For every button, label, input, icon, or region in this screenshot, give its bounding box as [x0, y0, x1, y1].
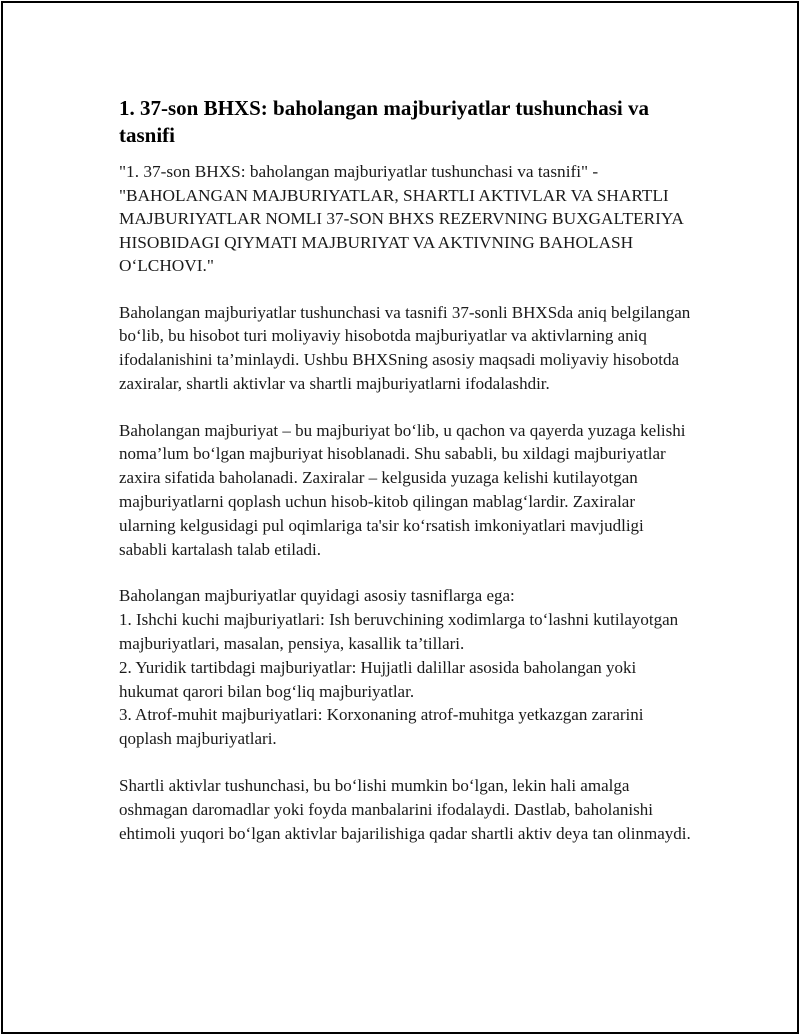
list-item: 3. Atrof-muhit majburiyatlari: Korxonaning atrof-muhitga yetkazgan zararini qoplash majburiyatlari.	[119, 705, 644, 749]
section-heading: 1. 37-son BHXS: baholangan majburiyatlar tushunchasi va tasnifi	[119, 96, 649, 147]
classification-lead: Baholangan majburiyatlar quyidagi asosiy tasniflarga ega:	[119, 586, 515, 606]
intro-paragraph: "1. 37-son BHXS: baholangan majburiyatlar tushunchasi va tasnifi" - "BAHOLANGAN MAJBURIYATLAR, SHARTLI AKTIVLAR VA SHARTLI MAJBURIYATLAR NOMLI 37-SON BHXS REZERVNING BUXGALTERIYA HISOBIDAGI QIYMATI MAJBURIYAT VA AKTIVNING BAHOLASH O‘LCHOVI."	[119, 162, 683, 275]
contingent-assets-paragraph: Shartli aktivlar tushunchasi, bu bo‘lishi mumkin bo‘lgan, lekin hali amalga oshmagan daromadlar yoki foyda manbalarini ifodalaydi. Dastlab, baholanishi ehtimoli yuqori bo‘lgan aktivlar bajarilishiga qadar shartli aktiv deya tan olinmaydi.	[119, 776, 691, 843]
document-page	[1, 1, 799, 1034]
estimated-liability-paragraph: Baholangan majburiyat – bu majburiyat bo‘lib, u qachon va qayerda yuzaga kelishi noma’lum bo‘lgan majburiyat hisoblanadi. Shu sababli, bu xildagi majburiyatlar zaxira sifatida baholanadi. Zaxiralar – kelgusida yuzaga kelishi kutilayotgan majburiyatlarni qoplash uchun hisob-kitob qilingan mablag‘lardir. Zaxiralar ularning kelgusidagi pul oqimlariga ta'sir ko‘rsatish imkoniyatlari mavjudligi sababli kartalash talab etiladi.	[119, 420, 686, 559]
list-item: 2. Yuridik tartibdagi majburiyatlar: Hujjatli dalillar asosida baholangan yoki hukumat qarori bilan bog‘liq majburiyatlar.	[119, 657, 637, 701]
list-item: 1. Ishchi kuchi majburiyatlari: Ish beruvchining xodimlarga to‘lashni kutilayotgan majburiyatlari, masalan, pensiya, kasallik ta’tillari.	[119, 610, 679, 654]
classification-list	[119, 584, 693, 751]
definition-paragraph: Baholangan majburiyatlar tushunchasi va tasnifi 37-sonli BHXSda aniq belgilangan bo‘lib, bu hisobot turi moliyaviy hisobotda majburiyatlar va aktivlarning aniq ifodalanishini ta’minlaydi. Ushbu BHXSning asosiy maqsadi moliyaviy hisobotda zaxiralar, shartli aktivlar va shartli majburiyatlarni ifodalashdir.	[119, 302, 691, 393]
document-content	[119, 95, 693, 845]
